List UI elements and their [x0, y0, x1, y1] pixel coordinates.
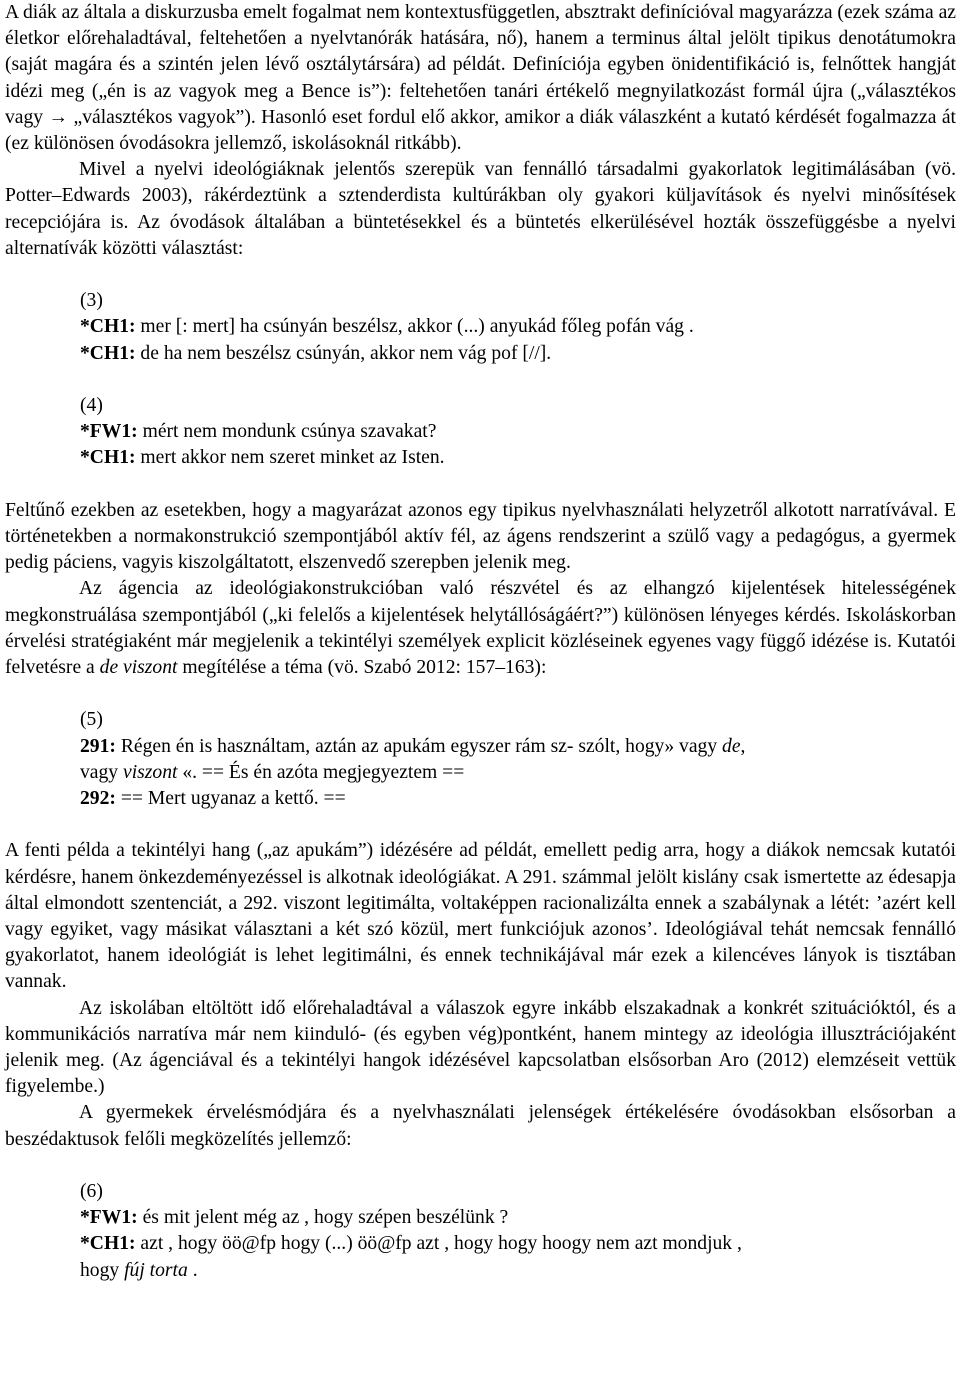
example-4 — [80, 393, 956, 472]
example-number: (3) — [80, 290, 103, 312]
paragraph-2: Mivel a nyelvi ideológiáknak jelentős szerepük van fennálló társadalmi gyakorlatok legitimálásában (vö. Potter–Edwards 2003), rákérdeztünk a sztenderdista kultúrákban oly gyakori küljavítások és nyelvi minősítések recepciójára is. Az óvodások általában a büntetésekkel és a büntetés elkerülésével hozták összefüggésbe a nyelvi alternatívák közötti választást: — [5, 159, 956, 259]
utterance: mért nem mondunk csúnya szavakat? — [142, 421, 437, 443]
transcript-line-continued — [80, 760, 956, 786]
utterance: azt , hogy öö@fp hogy (...) öö@fp azt , hogy hogy hoogy nem azt mondjuk , — [140, 1233, 742, 1255]
paragraph-4-text-b: megítélése a téma (vö. Szabó 2012: 157–163): — [177, 657, 547, 679]
transcript-line — [80, 1231, 956, 1257]
utterance: és mit jelent még az , hogy szépen beszélünk ? — [142, 1207, 509, 1229]
utterance-end: , — [740, 735, 746, 757]
speaker-code: *FW1: — [80, 1207, 138, 1229]
transcript-line — [80, 419, 956, 445]
speaker-code: 292: — [80, 788, 116, 810]
example-3 — [80, 288, 956, 367]
utterance-italic: viszont — [123, 761, 178, 783]
example-6 — [80, 1179, 956, 1284]
paragraph-4-text-a: Az ágencia az ideológiakonstrukcióban való részvétel és az elhangzó kijelentések hitelességének megkonstruálása szempontjából („ki felelős a kijelentések helytállóságáért?”) különösen lényeges kérdés. Iskoláskorban érvelési stratégiaként már megjelenik a tekintélyi személyek explicit közléseinek egyenes vagy függő idézése is. Kutatói felvetésre a — [5, 578, 956, 679]
paragraph-3: Feltűnő ezekben az esetekben, hogy a magyarázat azonos egy tipikus nyelvhasználati helyzetről alkotott narratívával. E történetekben a normakonstrukció szempontjából aktív fél, az ágens rendszerint a szülő vagy a pedagógus, a gyermek pedig páciens, vagyis kiszolgáltatott, elszenvedő szerepben jelenik meg. — [5, 499, 956, 574]
paragraph-4 — [5, 576, 956, 681]
speaker-code: *CH1: — [80, 342, 136, 364]
speaker-code: 291: — [80, 735, 116, 757]
utterance-start: vagy — [80, 761, 123, 783]
transcript-line — [80, 1205, 956, 1231]
utterance: mer [: mert] ha csúnyán beszélsz, akkor (...) anyukád főleg pofán vág . — [140, 316, 694, 338]
utterance-end: . — [187, 1259, 198, 1281]
utterance: de ha nem beszélsz csúnyán, akkor nem vág pof [//]. — [140, 342, 552, 364]
utterance-italic: de — [722, 735, 741, 757]
utterance-italic: fúj torta — [124, 1259, 188, 1281]
paragraph-4-italic: de viszont — [99, 657, 178, 679]
transcript-line — [80, 314, 956, 340]
utterance: «. == És én azóta megjegyeztem == — [177, 761, 465, 783]
example-number: (5) — [80, 709, 103, 731]
transcript-line — [80, 445, 956, 471]
paragraph-5: A fenti példa a tekintélyi hang („az apukám”) idézésére ad példát, emellett pedig arra, hogy a diákok nemcsak kutatói kérdésre, hanem önkezdeményezéssel is alkotnak ideológiákat. A 291. számmal jelölt kislány csak ismertette az édesapja által elmondott szentenciát, a 292. viszont legitimálta, voltaképpen racionalizálta ennek a szabálynak a létét: ’azért kell vagy egyiket, vagy másikat választani a két szó közül, mert funkciójuk azonos’. Ideológiával tehát nemcsak fennálló gyakorlatot, hanem ideológiát is lehet legitimálni, és ennek technikájával már ezek a kilencéves lányok is tisztában vannak. — [5, 840, 956, 993]
paragraph-7: A gyermekek érvelésmódjára és a nyelvhasználati jelenségek értékelésére óvodásokban elsősorban a beszédaktusok felőli megközelítés jellemző: — [5, 1102, 956, 1150]
utterance: == Mert ugyanaz a kettő. == — [120, 788, 346, 810]
paragraph-6: Az iskolában eltöltött idő előrehaladtával a válaszok egyre inkább elszakadnak a konkrét szituációktól, és a kommunikációs narratíva már nem kiinduló- (és egyben vég)pontként, hanem mintegy az ideológia illusztrációjaként jelenik meg. (Az ágenciával és a tekintélyi hangok idézésével kapcsolatban elsősorban Aro (2012) elemzéseit vettük figyelembe.) — [5, 997, 956, 1098]
utterance: mert akkor nem szeret minket az Isten. — [140, 447, 445, 469]
transcript-line-continued — [80, 1258, 956, 1284]
transcript-line — [80, 786, 956, 812]
speaker-code: *CH1: — [80, 316, 136, 338]
transcript-line — [80, 734, 956, 760]
example-number: (6) — [80, 1181, 103, 1203]
speaker-code: *CH1: — [80, 1233, 136, 1255]
example-number: (4) — [80, 395, 103, 417]
utterance-start: hogy — [80, 1259, 125, 1281]
example-5 — [80, 707, 956, 812]
transcript-line — [80, 341, 956, 367]
speaker-code: *CH1: — [80, 447, 136, 469]
paragraph-1: A diák az általa a diskurzusba emelt fogalmat nem kontextusfüggetlen, absztrakt definícióval magyarázza (ezek száma az életkor előrehaladtával, feltehetően a nyelvtanórák hatására, nő), hanem a terminus által jelölt tipikus denotátumokra (saját magára és a szintén jelen lévő osztálytársára) ad példát. Definíciója egyben önidentifikáció is, felnőttek hangját idézi meg („én is az vagyok meg a Bence is”): feltehetően tanári értékelő megnyilatkozást formál újra („választékos vagy → „választékos vagyok”). Hasonló eset fordul elő akkor, amikor a diák válaszként a kutató kérdését fogalmazza át (ez különösen óvodásokra jellemző, iskolásoknál ritkább). — [5, 2, 956, 155]
speaker-code: *FW1: — [80, 421, 138, 443]
utterance: Régen én is használtam, aztán az apukám egyszer rám sz- szólt, hogy» vagy — [120, 735, 723, 757]
